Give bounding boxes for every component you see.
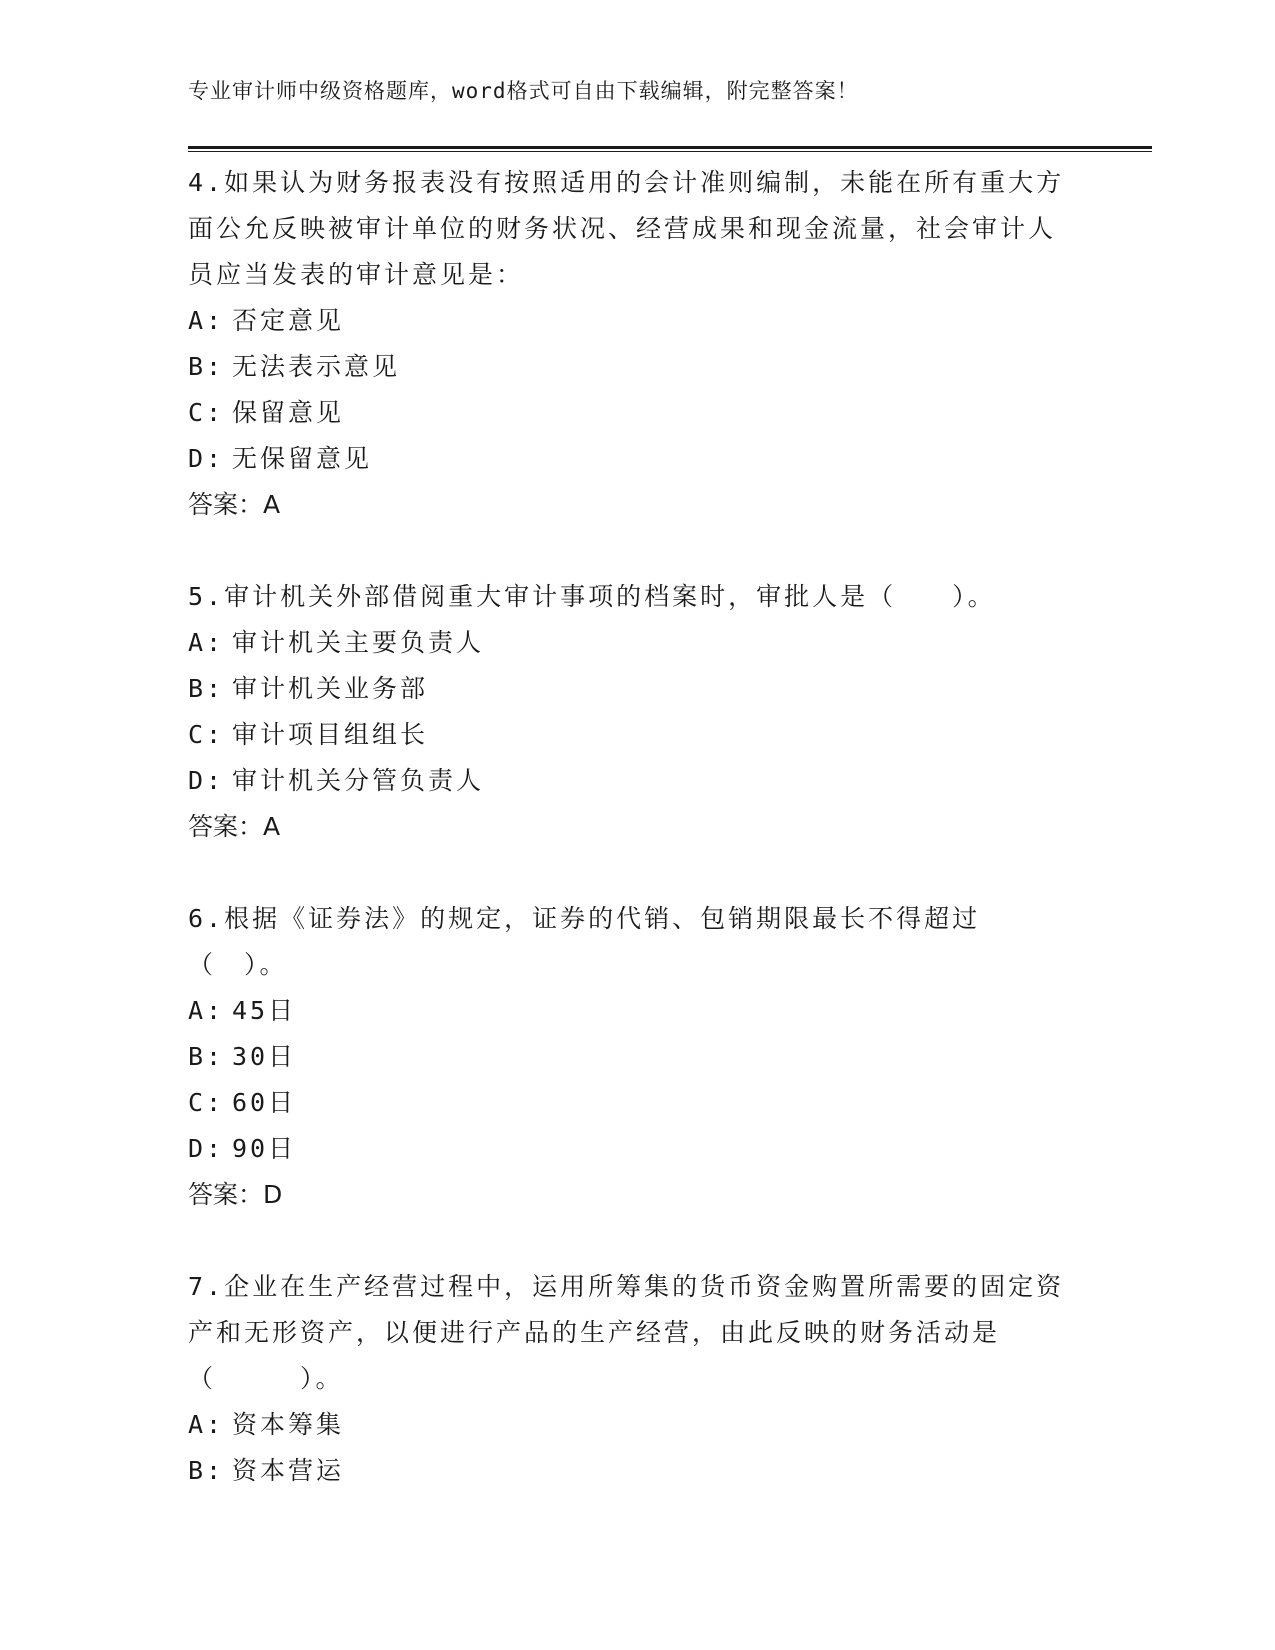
option-text: 30日 xyxy=(232,1042,297,1071)
option-d xyxy=(188,1126,1068,1172)
option-b xyxy=(188,1034,1068,1080)
answer-line: 答案：A xyxy=(188,812,281,841)
option-a xyxy=(188,988,1068,1034)
option-text: 无法表示意见 xyxy=(232,352,401,381)
option-letter: D: xyxy=(188,444,225,473)
question-stem: 5.审计机关外部借阅重大审计事项的档案时，审批人是（ ）。 xyxy=(188,582,996,611)
option-b xyxy=(188,1448,1068,1494)
option-letter: A: xyxy=(188,996,225,1025)
option-text: 保留意见 xyxy=(232,398,345,427)
option-text: 90日 xyxy=(232,1134,297,1163)
question-5 xyxy=(188,574,1068,850)
option-text: 资本营运 xyxy=(232,1456,345,1485)
option-letter: D: xyxy=(188,766,225,795)
option-b xyxy=(188,666,1068,712)
option-letter: B: xyxy=(188,352,225,381)
option-a xyxy=(188,1402,1068,1448)
option-letter: C: xyxy=(188,1088,225,1117)
option-text: 审计机关分管负责人 xyxy=(232,766,485,795)
option-text: 审计项目组组长 xyxy=(232,720,429,749)
question-stem: 4.如果认为财务报表没有按照适用的会计准则编制，未能在所有重大方面公允反映被审计单位的财务状况、经营成果和现金流量，社会审计人员应当发表的审计意见是： xyxy=(188,168,1065,289)
answer-line: 答案：D xyxy=(188,1180,283,1209)
option-text: 否定意见 xyxy=(232,306,345,335)
option-text: 资本筹集 xyxy=(232,1410,345,1439)
answer-line: 答案：A xyxy=(188,490,281,519)
option-c xyxy=(188,390,1068,436)
question-stem: 6.根据《证券法》的规定，证券的代销、包销期限最长不得超过（ ）。 xyxy=(188,904,981,979)
header-divider-thick xyxy=(188,146,1152,149)
document-header: 专业审计师中级资格题库，word格式可自由下载编辑，附完整答案！ xyxy=(188,79,859,103)
question-list xyxy=(188,160,1068,1540)
option-text: 60日 xyxy=(232,1088,297,1117)
option-letter: B: xyxy=(188,674,225,703)
option-text: 审计机关主要负责人 xyxy=(232,628,485,657)
option-letter: A: xyxy=(188,628,225,657)
option-letter: A: xyxy=(188,1410,225,1439)
option-letter: C: xyxy=(188,398,225,427)
option-text: 45日 xyxy=(232,996,297,1025)
option-a xyxy=(188,298,1068,344)
option-c xyxy=(188,1080,1068,1126)
option-letter: C: xyxy=(188,720,225,749)
option-letter: B: xyxy=(188,1456,225,1485)
option-a xyxy=(188,620,1068,666)
question-7 xyxy=(188,1264,1068,1494)
option-text: 审计机关业务部 xyxy=(232,674,429,703)
question-stem: 7.企业在生产经营过程中，运用所筹集的货币资金购置所需要的固定资产和无形资产，以便进行产品的生产经营，由此反映的财务活动是（ ）。 xyxy=(188,1272,1065,1393)
option-letter: A: xyxy=(188,306,225,335)
option-letter: B: xyxy=(188,1042,225,1071)
option-b xyxy=(188,344,1068,390)
option-text: 无保留意见 xyxy=(232,444,373,473)
header-divider-thin xyxy=(188,151,1152,152)
option-d xyxy=(188,758,1068,804)
option-d xyxy=(188,436,1068,482)
option-c xyxy=(188,712,1068,758)
question-4 xyxy=(188,160,1068,528)
option-letter: D: xyxy=(188,1134,225,1163)
question-6 xyxy=(188,896,1068,1218)
